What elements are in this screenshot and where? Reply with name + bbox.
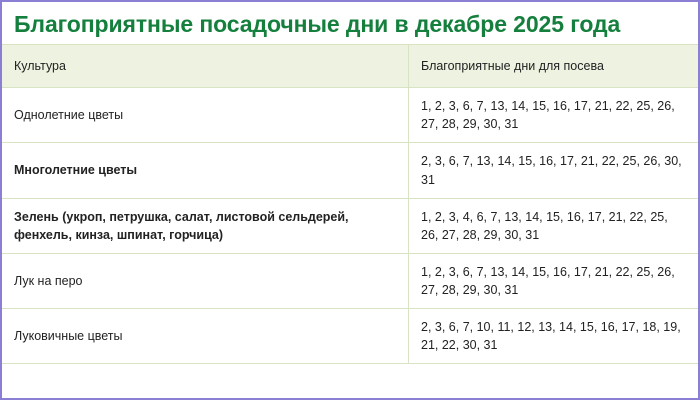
- cell-days: 1, 2, 3, 6, 7, 13, 14, 15, 16, 17, 21, 22, 25, 26, 27, 28, 29, 30, 31: [409, 88, 699, 143]
- cell-days: 1, 2, 3, 4, 6, 7, 13, 14, 15, 16, 17, 21, 22, 25, 26, 27, 28, 29, 30, 31: [409, 198, 699, 253]
- table-row: [2, 88, 698, 143]
- table-header: [2, 45, 698, 88]
- table-body: [2, 88, 698, 364]
- table-row: [2, 198, 698, 253]
- cell-days: 2, 3, 6, 7, 13, 14, 15, 16, 17, 21, 22, 25, 26, 30, 31: [409, 143, 699, 198]
- cell-culture: Луковичные цветы: [2, 309, 409, 364]
- table-row: [2, 143, 698, 198]
- table-header-row: [2, 45, 698, 88]
- table-row: [2, 309, 698, 364]
- cell-days: 1, 2, 3, 6, 7, 13, 14, 15, 16, 17, 21, 22, 25, 26, 27, 28, 29, 30, 31: [409, 253, 699, 308]
- page-title: Благоприятные посадочные дни в декабре 2025 года: [14, 11, 621, 37]
- cell-culture: Однолетние цветы: [2, 88, 409, 143]
- cell-culture: Многолетние цветы: [2, 143, 409, 198]
- column-header-culture: Культура: [2, 45, 409, 88]
- table-row: [2, 253, 698, 308]
- column-header-days: Благоприятные дни для посева: [409, 45, 699, 88]
- cell-culture: Лук на перо: [2, 253, 409, 308]
- cell-days: 2, 3, 6, 7, 10, 11, 12, 13, 14, 15, 16, 17, 18, 19, 21, 22, 30, 31: [409, 309, 699, 364]
- cell-culture: Зелень (укроп, петрушка, салат, листовой сельдерей, фенхель, кинза, шпинат, горчица): [2, 198, 409, 253]
- planting-days-table: [2, 44, 698, 364]
